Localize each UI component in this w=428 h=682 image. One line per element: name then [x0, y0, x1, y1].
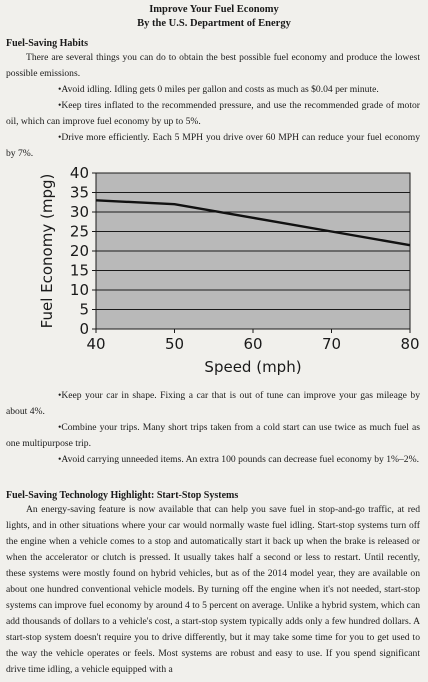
title-line-1: Improve Your Fuel Economy [149, 4, 279, 15]
y-tick-label: 0 [79, 320, 89, 338]
y-tick-label: 35 [69, 183, 89, 202]
section-heading-start-stop: Fuel-Saving Technology Highlight: Start-Stop Systems [6, 490, 239, 501]
start-stop-paragraph: An energy-saving feature is now available that can help you save fuel in stop-and-go traffic, at red lights, and in other situations where your car would normally waste fuel idling. Start-stop systems turn off the engine when a vehicle comes to a stop and automatically start it back up when the brake is released or when the accelerator or clutch is pressed. It usually takes half a second or less to restart. Until recently, these systems were mostly found on hybrid vehicles, but as of the 2014 model year, they are available on about one hundred conventional vehicle models. By turning off the engine when it's not needed, start-stop systems can improve fuel economy by around 4 to 5 percent on average. Unlike a hybrid system, which can add thousands of dollars to a vehicle's cost, a start-stop system typically adds only a few hundred dollars. A start-stop system doesn't require you to drive differently, but it may take some time for you to get used to the way the vehicle operates or feels. Most systems are robust and easy to use. If you spend significant drive time idling, a vehicle equipped with a [6, 504, 420, 675]
x-tick-label: 50 [164, 335, 185, 353]
x-axis-label: Speed (mph) [204, 358, 302, 376]
bullet-unneeded-items: •Avoid carrying unneeded items. An extra 100 pounds can decrease fuel economy by 1%–2%. [58, 454, 419, 465]
y-axis-label: Fuel Economy (mpg) [38, 173, 56, 329]
y-tick-labels [70, 164, 89, 338]
title-line-2: By the U.S. Department of Energy [137, 18, 291, 29]
bullet-tires: •Keep tires inflated to the recommended pressure, and use the recommended grade of motor oil, which can improve fuel economy by up to 5%. [6, 100, 420, 127]
y-tick-label: 30 [69, 203, 89, 221]
y-tick-label: 25 [69, 222, 89, 241]
intro-paragraph: There are several things you can do to obtain the best possible fuel economy and produce the lowest possible emissions. [6, 52, 420, 79]
bullet-combine-trips: •Combine your trips. Many short trips taken from a cold start can use twice as much fuel as one multipurpose trip. [6, 422, 420, 449]
bullet-avoid-idling: •Avoid idling. Idling gets 0 miles per gallon and costs as much as $0.04 per minute. [58, 84, 379, 95]
x-tick-label: 70 [321, 335, 342, 353]
y-tick-label: 10 [69, 281, 89, 299]
x-tick-label: 60 [243, 335, 263, 353]
y-tick-label: 5 [79, 300, 89, 319]
fuel-economy-chart [0, 160, 428, 388]
section-heading-habits: Fuel-Saving Habits [6, 38, 88, 49]
y-tick-label: 40 [69, 164, 89, 182]
y-tick-label: 15 [69, 261, 89, 280]
y-tick-label: 20 [69, 242, 89, 260]
bullet-keep-car-in-shape: •Keep your car in shape. Fixing a car that is out of tune can improve your gas mileage by about 4%. [6, 390, 420, 417]
document-title [0, 3, 428, 31]
x-tick-labels [86, 329, 419, 353]
x-tick-label: 80 [400, 335, 420, 353]
bullet-drive-efficiently: •Drive more efficiently. Each 5 MPH you drive over 60 MPH can reduce your fuel economy by 7%. [6, 132, 420, 159]
x-tick-label: 40 [86, 335, 106, 353]
